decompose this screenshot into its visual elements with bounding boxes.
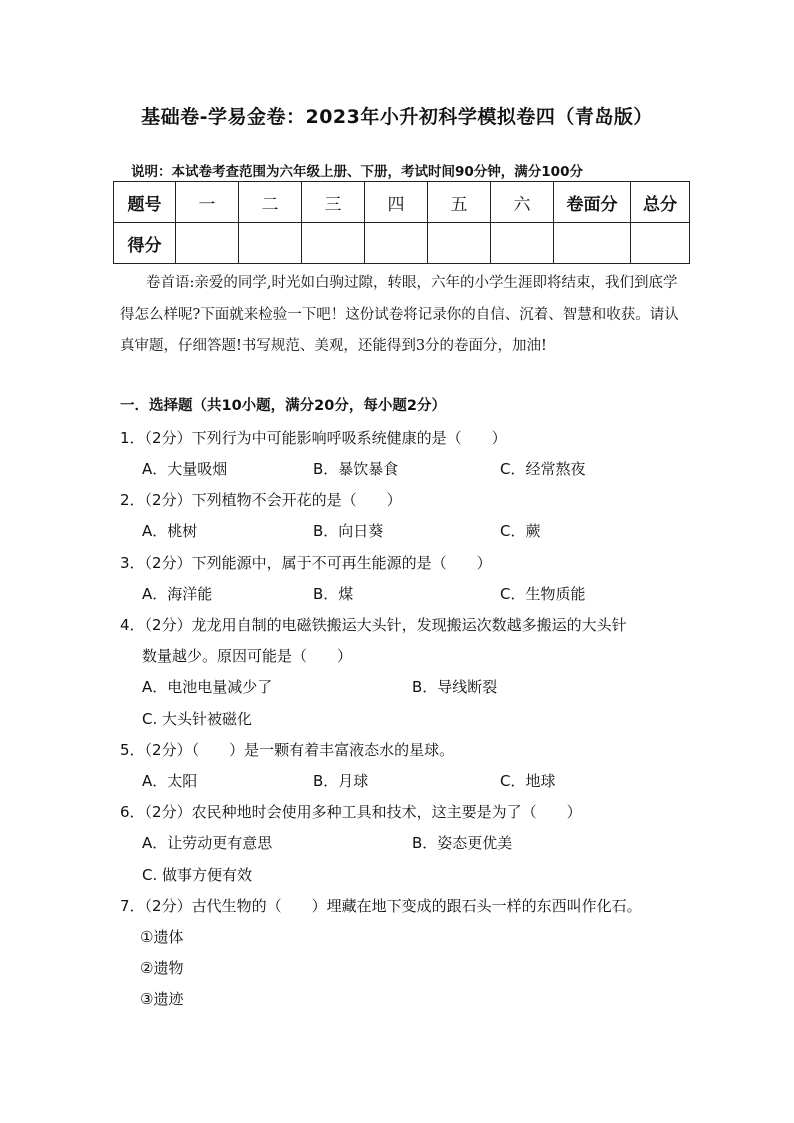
question-1-option-b[interactable]: B．暴饮暴食 [313, 460, 399, 478]
score-cell[interactable] [631, 223, 690, 264]
question-6-stem: 6．（2分）农民种地时会使用多种工具和技术，这主要是为了（ ） [120, 803, 582, 821]
question-6-option-b[interactable]: B．姿态更优美 [412, 834, 513, 852]
header-cell-1: 一 [176, 182, 239, 223]
question-5-option-a[interactable]: A．太阳 [142, 772, 198, 790]
question-2-stem: 2．（2分）下列植物不会开花的是（ ） [120, 491, 402, 509]
question-6-option-c[interactable]: C. 做事方便有效 [142, 866, 253, 884]
question-2-option-c[interactable]: C．蕨 [500, 522, 541, 540]
question-7-option-2[interactable]: ②遗物 [140, 959, 184, 977]
question-7-option-3[interactable]: ③遗迹 [140, 990, 184, 1008]
score-table-header-row [114, 182, 690, 223]
header-cell-5: 五 [428, 182, 491, 223]
question-4-stem: 4．（2分）龙龙用自制的电磁铁搬运大头针，发现搬运次数越多搬运的大头针 [120, 616, 627, 634]
score-cell[interactable] [428, 223, 491, 264]
question-4-option-a[interactable]: A．电池电量减少了 [142, 678, 273, 696]
page-title: 基础卷-学易金卷：2023年小升初科学模拟卷四（青岛版） [141, 106, 653, 128]
question-6-option-a[interactable]: A．让劳动更有意思 [142, 834, 273, 852]
header-cell-total: 总分 [631, 182, 690, 223]
question-5-stem: 5．（2分）（ ）是一颗有着丰富液态水的星球。 [120, 741, 455, 759]
question-2-option-a[interactable]: A．桃树 [142, 522, 198, 540]
question-3-stem: 3．（2分）下列能源中，属于不可再生能源的是（ ） [120, 554, 492, 572]
score-cell[interactable] [365, 223, 428, 264]
question-1-stem: 1．（2分）下列行为中可能影响呼吸系统健康的是（ ） [120, 429, 507, 447]
section-heading: 一．选择题（共10小题，满分20分，每小题2分） [120, 398, 446, 414]
question-5-option-c[interactable]: C．地球 [500, 772, 556, 790]
score-cell[interactable] [302, 223, 365, 264]
score-cell[interactable] [491, 223, 554, 264]
question-3-option-c[interactable]: C．生物质能 [500, 585, 586, 603]
question-3-option-a[interactable]: A．海洋能 [142, 585, 213, 603]
question-4-option-c[interactable]: C. 大头针被磁化 [142, 710, 253, 728]
question-7-stem: 7．（2分）古代生物的（ ）埋藏在地下变成的跟石头一样的东西叫作化石。 [120, 897, 642, 915]
score-cell[interactable] [239, 223, 302, 264]
score-cell[interactable] [554, 223, 631, 264]
question-1-option-a[interactable]: A．大量吸烟 [142, 460, 228, 478]
question-4-stem-continued: 数量越少。原因可能是（ ） [142, 647, 353, 665]
question-1-option-c[interactable]: C．经常熬夜 [500, 460, 586, 478]
intro-paragraph: 卷首语:亲爱的同学,时光如白驹过隙，转眼，六年的小学生涯即将结束，我们到底学得怎么样呢?下面就来检验一下吧！这份试卷将记录你的自信、沉着、智慧和收获。请认真审题，仔细答题!书写规范、美观，还能得到3分的卷面分，加油! [120, 275, 679, 354]
score-row-label: 得分 [114, 223, 176, 264]
question-4-option-b[interactable]: B．导线断裂 [412, 678, 498, 696]
score-table-score-row [114, 223, 690, 264]
question-7-option-1[interactable]: ①遗体 [140, 928, 184, 946]
header-cell-neatness: 卷面分 [554, 182, 631, 223]
score-cell[interactable] [176, 223, 239, 264]
header-cell-label: 题号 [114, 182, 176, 223]
question-3-option-b[interactable]: B．煤 [313, 585, 354, 603]
score-table [113, 181, 690, 264]
header-cell-4: 四 [365, 182, 428, 223]
header-cell-2: 二 [239, 182, 302, 223]
question-5-option-b[interactable]: B．月球 [313, 772, 369, 790]
question-2-option-b[interactable]: B．向日葵 [313, 522, 384, 540]
exam-note: 说明：本试卷考查范围为六年级上册、下册，考试时间90分钟，满分100分 [131, 164, 583, 180]
header-cell-3: 三 [302, 182, 365, 223]
header-cell-6: 六 [491, 182, 554, 223]
